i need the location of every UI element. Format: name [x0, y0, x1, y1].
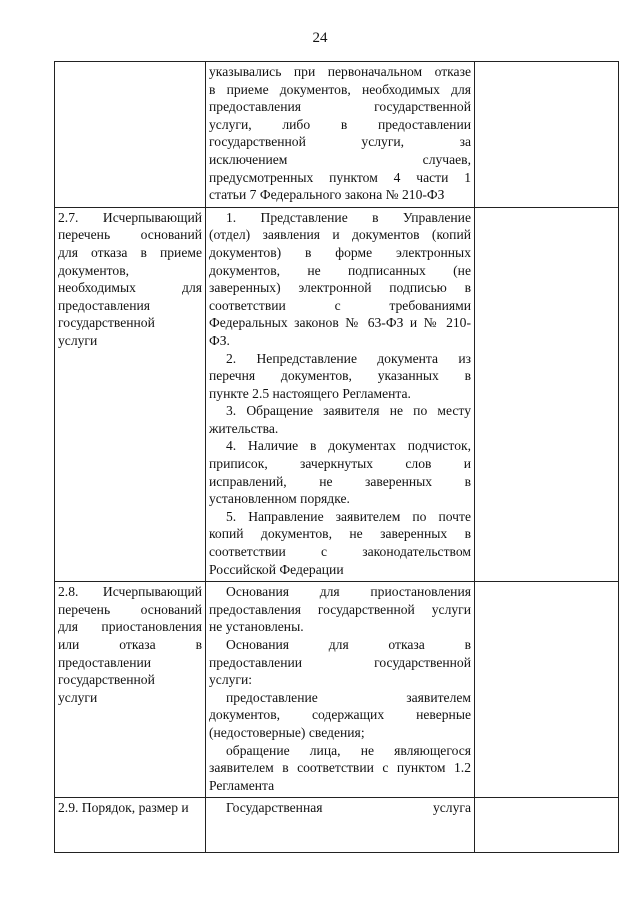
content-line: предоставления государственной услуги — [209, 601, 471, 617]
content-paragraph — [209, 437, 471, 507]
content-line: Российской Федерации — [209, 561, 344, 577]
section-content-cell — [206, 582, 475, 798]
content-line: Регламента — [209, 777, 275, 793]
content-line: 1. Представление в Управление — [226, 209, 471, 225]
section-content-cell — [206, 207, 475, 581]
content-line: документов, содержащих неверные — [209, 707, 471, 723]
content-line: государственной услуги, за — [209, 134, 471, 150]
content-line: приписок, зачеркнутых слов и — [209, 456, 471, 472]
content-paragraph — [209, 742, 471, 795]
section-title-cell — [55, 207, 206, 581]
content-line: заявителем в соответствии с пунктом 1.2 — [209, 760, 471, 776]
content-line: 5. Направление заявителем по почте — [226, 508, 471, 524]
content-line: Федеральных законов № 63-ФЗ и № 210- — [209, 315, 471, 331]
section-title-line: для приостановления — [58, 619, 202, 635]
section-title-line: государственной — [58, 672, 155, 688]
content-line: документов, не подписанных (не — [209, 262, 471, 278]
content-line: предоставления государственной — [209, 99, 471, 115]
content-paragraph — [209, 583, 471, 636]
content-line: копий документов, не заверенных в — [209, 526, 471, 542]
section-title-line: предоставлении — [58, 654, 152, 670]
section-content-cell — [206, 62, 475, 208]
content-line: (недостоверные) сведения; — [209, 724, 365, 740]
table-row — [55, 798, 619, 853]
content-line: предоставлении государственной — [209, 654, 471, 670]
content-line: жительства. — [209, 420, 279, 436]
content-line: предоставление заявителем — [226, 689, 471, 705]
content-line: перечня документов, указанных в — [209, 368, 471, 384]
section-content-cell — [206, 798, 475, 853]
section-title-line: 2.7. Исчерпывающий — [58, 209, 202, 225]
content-line: статьи 7 Федерального закона № 210-ФЗ — [209, 187, 445, 203]
content-paragraph — [209, 799, 471, 817]
content-line: соответствии с законодательством — [209, 544, 471, 560]
content-line: 4. Наличие в документах подчисток, — [226, 438, 471, 454]
content-line: услуги, либо в предоставлении — [209, 116, 471, 132]
section-title-line: перечень оснований — [58, 227, 202, 243]
content-paragraph — [209, 209, 471, 350]
section-title-line: государственной — [58, 315, 155, 331]
content-line: Основания для приостановления — [226, 584, 471, 600]
content-line: заверенных) электронной подписью в — [209, 280, 471, 296]
content-line: указывались при первоначальном отказе — [209, 64, 471, 79]
content-line: обращение лица, не являющегося — [226, 742, 471, 758]
content-line: исправлений, не заверенных в — [209, 473, 471, 489]
section-title-line: услуги — [58, 332, 98, 348]
content-line: (отдел) заявления и документов (копий — [209, 227, 471, 243]
content-line: пункте 2.5 настоящего Регламента. — [209, 385, 411, 401]
content-line: Основания для отказа в — [226, 637, 471, 652]
section-title-line: 2.9. Порядок, размер и — [58, 800, 189, 816]
section-title-line: для отказа в приеме — [58, 244, 202, 260]
table-row — [55, 582, 619, 798]
notes-cell — [475, 582, 619, 798]
section-title-cell — [55, 582, 206, 798]
section-title-line: необходимых для — [58, 280, 202, 296]
section-title-line: услуги — [58, 689, 98, 705]
content-line: Государственная услуга — [226, 800, 471, 816]
content-line: 2. Непредставление документа из — [226, 350, 471, 366]
section-title-line: 2.8. Исчерпывающий — [58, 584, 202, 600]
content-line: установленном порядке. — [209, 491, 350, 507]
content-paragraph — [209, 636, 471, 689]
content-line: соответствии с требованиями — [209, 297, 471, 313]
content-paragraph — [209, 402, 471, 437]
section-title-cell — [55, 62, 206, 208]
section-title-line: перечень оснований — [58, 601, 202, 617]
section-title-cell — [55, 798, 206, 853]
regulation-table — [54, 61, 619, 853]
content-paragraph — [209, 508, 471, 578]
section-title-line: или отказа в — [58, 637, 202, 652]
notes-cell — [475, 62, 619, 208]
content-line: предусмотренных пунктом 4 части 1 — [209, 169, 471, 185]
notes-cell — [475, 798, 619, 853]
content-line: не установлены. — [209, 619, 304, 635]
content-line: исключением случаев, — [209, 151, 471, 167]
content-line: в приеме документов, необходимых для — [209, 81, 471, 97]
section-title-line: документов, — [58, 262, 130, 278]
notes-cell — [475, 207, 619, 581]
table-row — [55, 207, 619, 581]
table-row — [55, 62, 619, 208]
content-paragraph — [209, 689, 471, 742]
content-paragraph — [209, 350, 471, 403]
content-paragraph — [209, 63, 471, 204]
page-number: 24 — [312, 30, 328, 46]
content-line: услуги: — [209, 672, 253, 688]
content-line: ФЗ. — [209, 332, 230, 348]
content-line: документов) в форме электронных — [209, 244, 471, 260]
content-line: 3. Обращение заявителя не по месту — [226, 403, 471, 419]
section-title-line: предоставления — [58, 297, 151, 313]
